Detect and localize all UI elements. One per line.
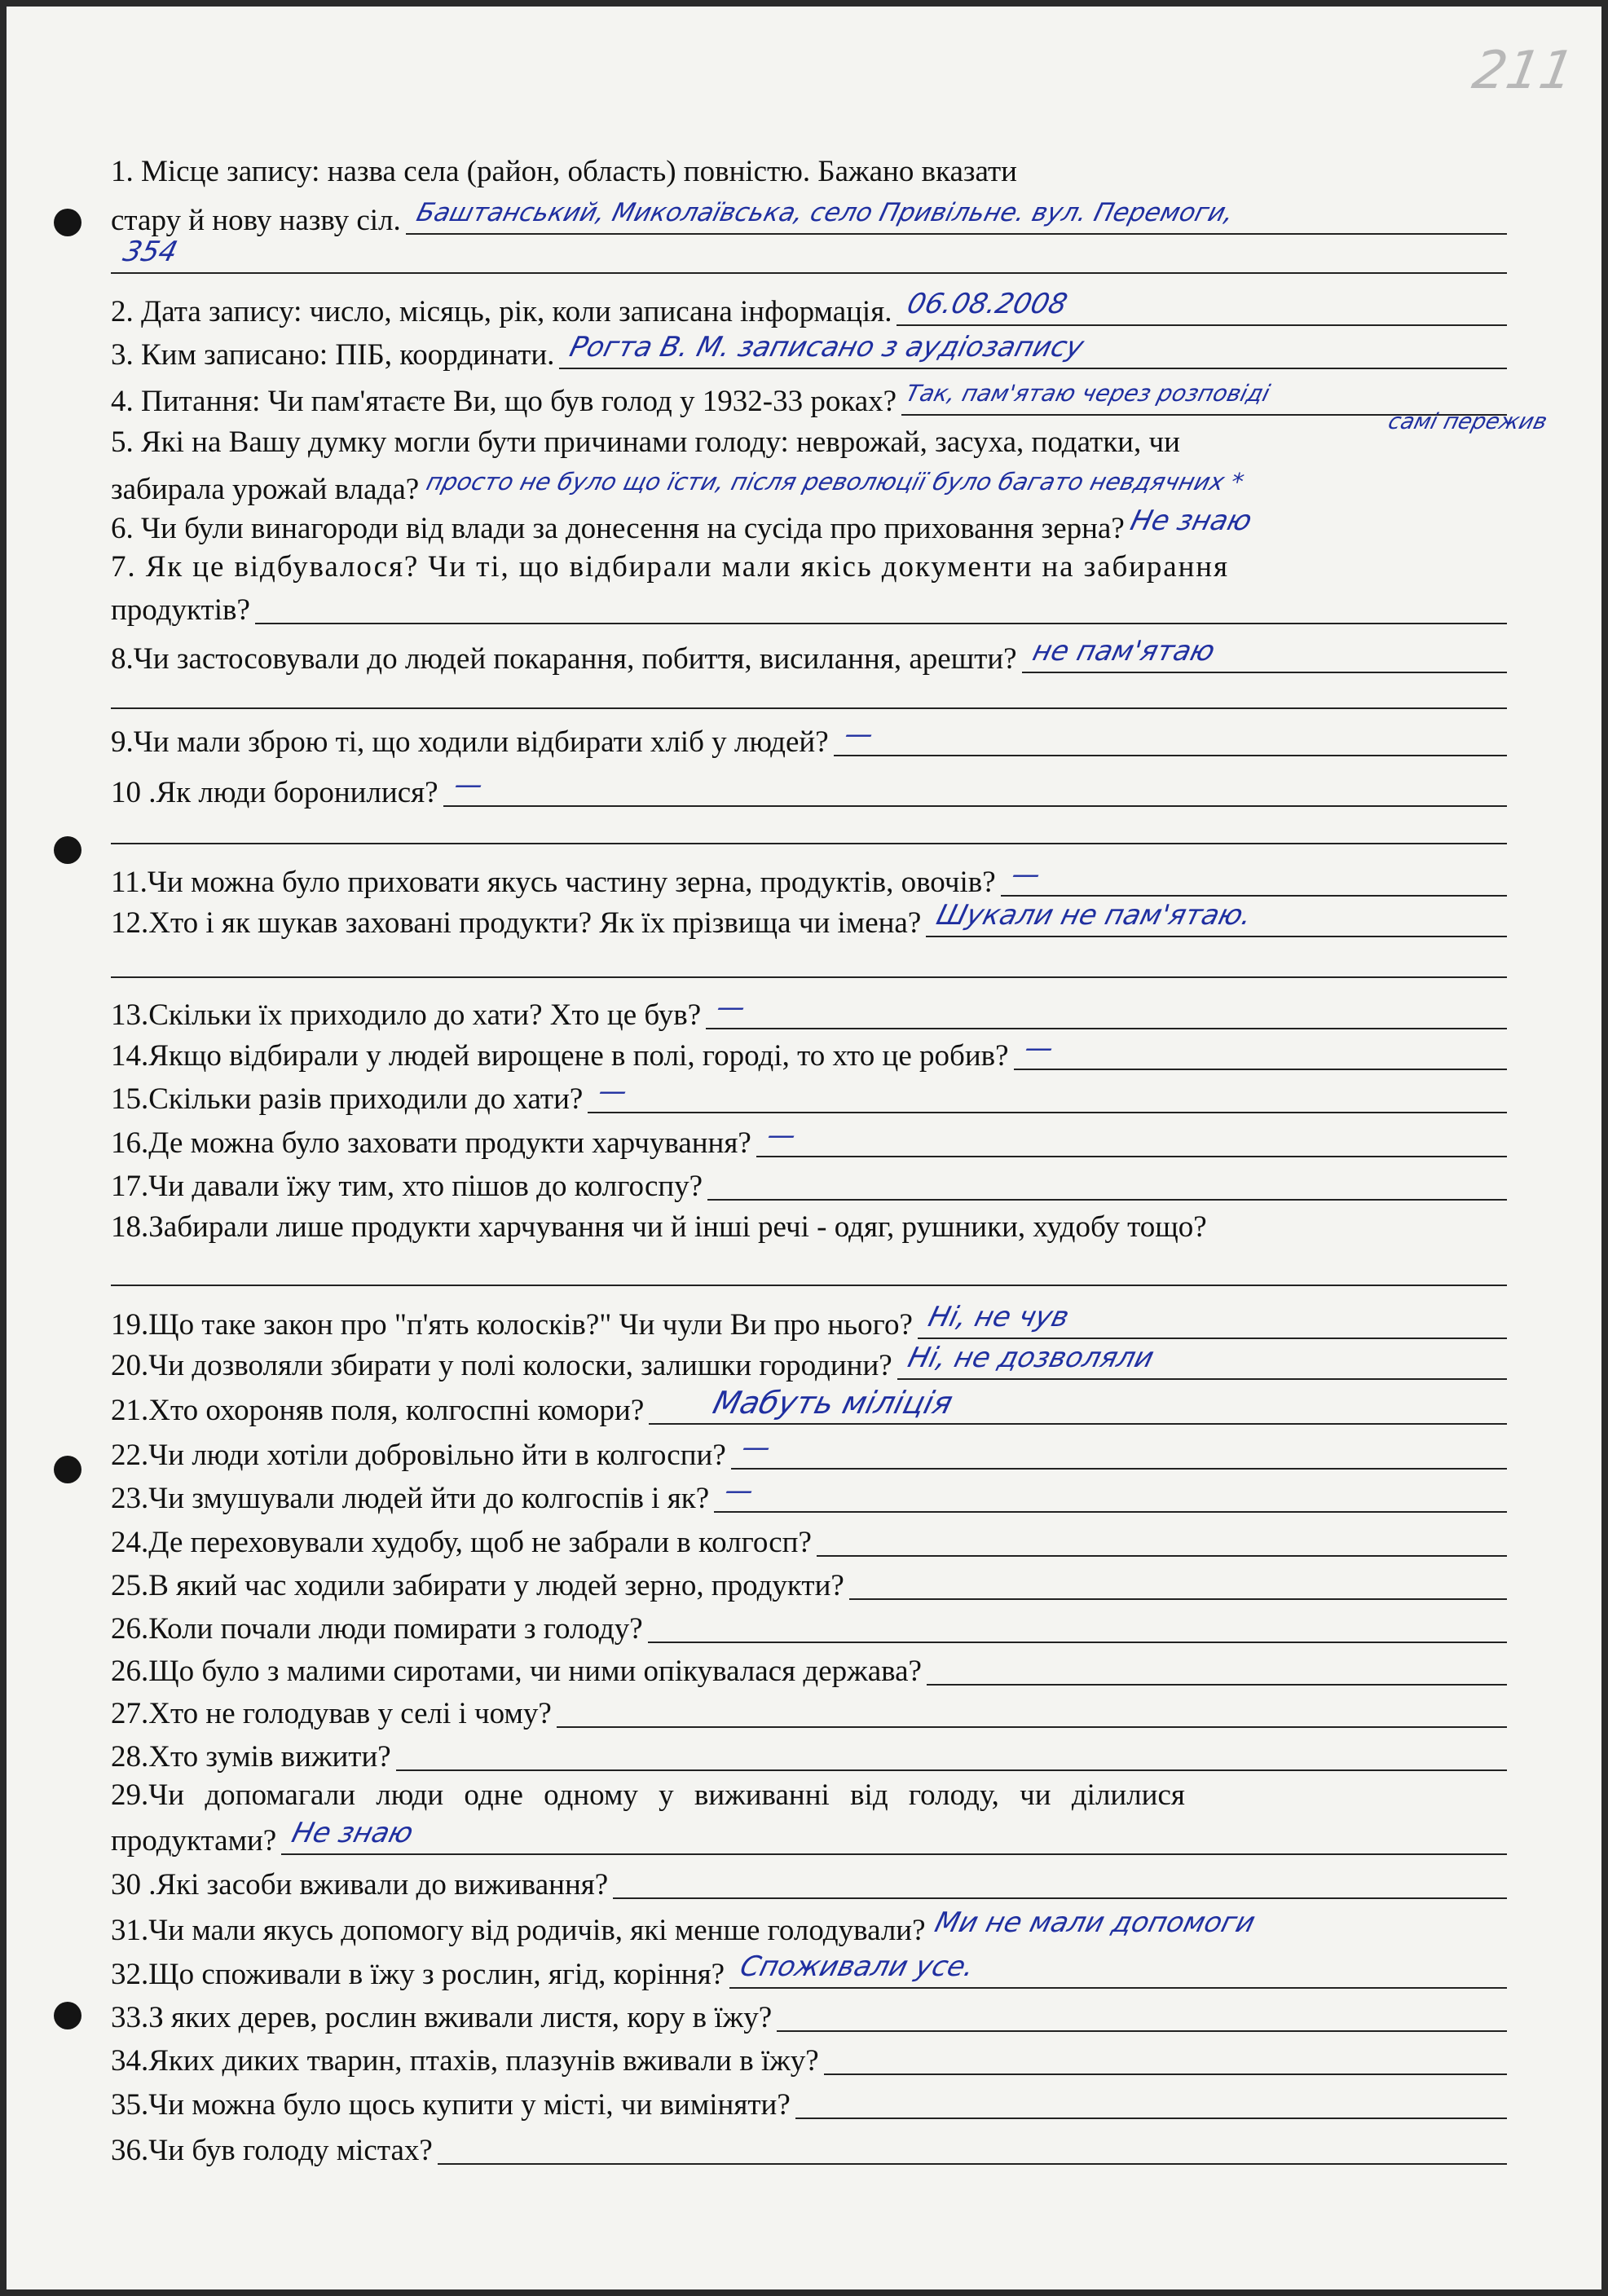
handwritten-answer: Рогта В. М. записано з аудіозапису (566, 331, 1088, 364)
answer-continuation-line[interactable] (111, 843, 1507, 844)
question-7-line1 (111, 549, 1507, 586)
question-27 (111, 1695, 1507, 1733)
question-label: 10 .Як люди боронилися? (111, 776, 438, 809)
handwritten-answer: — (1020, 1032, 1057, 1064)
question-label: 13.Скільки їх приходило до хати? Хто це був? (111, 998, 702, 1032)
question-label: 26.Коли почали люди помирати з голоду? (111, 1612, 643, 1646)
question-label: 24.Де переховували худобу, щоб не забрали в колгосп? (111, 1526, 812, 1559)
answer-field[interactable] (707, 1170, 1507, 1201)
answer-field[interactable] (1022, 635, 1507, 673)
question-label: 14.Якщо відбирали у людей вирощене в полі, городі, то хто це робив? (111, 1039, 1009, 1073)
question-label: 16.Де можна було заховати продукти харчування? (111, 1126, 751, 1160)
question-label: 31.Чи мали якусь допомогу від родичів, які менше голодували? (111, 1914, 926, 1947)
question-label: 3. Ким записано: ПІБ, координати. (111, 338, 555, 372)
question-label: 21.Хто охороняв поля, колгоспні комори? (111, 1394, 645, 1427)
question-34 (111, 2043, 1507, 2080)
answer-field[interactable] (255, 593, 1507, 624)
handwritten-answer: Не знаю (1126, 505, 1255, 537)
answer-field[interactable] (756, 1119, 1507, 1157)
answer-field[interactable] (423, 468, 1507, 504)
question-6 (111, 505, 1507, 548)
question-7-line2 (111, 592, 1507, 629)
answer-field[interactable] (927, 1655, 1507, 1686)
question-label: 22.Чи люди хотіли добровільно йти в колгоспи? (111, 1439, 726, 1472)
handwritten-answer: — (721, 1474, 758, 1507)
handwritten-answer: Ми не мали допомоги (931, 1906, 1258, 1939)
question-26b (111, 1653, 1507, 1690)
question-label: стару й нову назву сіл. (111, 204, 401, 237)
question-28 (111, 1739, 1507, 1776)
question-29-line2 (111, 1817, 1507, 1860)
answer-field[interactable] (613, 1868, 1507, 1899)
question-label: 4. Питання: Чи пам'ятаєте Ви, що був голод у 1932-33 роках? (111, 385, 897, 418)
question-label: 6. Чи були винагороди від влади за донесення на сусіда про приховання зерна? (111, 512, 1125, 545)
answer-field[interactable] (849, 1569, 1507, 1600)
question-label: 23.Чи змушували людей йти до колгоспів і як? (111, 1482, 710, 1515)
question-label: 9.Чи мали зброю ті, що ходили відбирати хліб у людей? (111, 725, 829, 759)
answer-field[interactable] (281, 1817, 1507, 1855)
handwritten-answer: 06.08.2008 (904, 288, 1072, 320)
question-label: 18.Забирали лише продукти харчування чи й інші речі - одяг, рушники, худобу тощо? (111, 1210, 1207, 1244)
answer-field[interactable] (714, 1474, 1507, 1513)
question-30 (111, 1866, 1507, 1904)
answer-field[interactable] (406, 198, 1507, 235)
answer-field[interactable] (926, 899, 1507, 937)
question-16 (111, 1119, 1507, 1162)
question-label: 7. Як це відбувалося? Чи ті, що відбирали мали якісь документи на забирання (111, 550, 1229, 584)
punch-hole (54, 836, 82, 864)
punch-hole (54, 209, 82, 236)
question-label: продуктами? (111, 1824, 277, 1858)
question-11 (111, 858, 1507, 901)
answer-field[interactable] (918, 1301, 1507, 1339)
question-5-line2 (111, 468, 1507, 509)
question-19 (111, 1301, 1507, 1344)
handwritten-answer: 354 (120, 236, 181, 268)
question-label: 5. Які на Вашу думку могли бути причинами голоду: неврожай, засуха, податки, чи (111, 425, 1180, 459)
answer-field[interactable] (111, 236, 1507, 274)
punch-hole (54, 2002, 82, 2029)
handwritten-answer: Шукали не пам'ятаю. (933, 899, 1256, 932)
answer-field[interactable] (931, 1906, 1507, 1945)
answer-field[interactable] (729, 1950, 1507, 1989)
handwritten-answer: — (1007, 858, 1044, 891)
question-3 (111, 331, 1507, 374)
question-1-line3 (111, 236, 1507, 279)
answer-field[interactable] (795, 2088, 1507, 2119)
handwritten-answer: — (713, 991, 750, 1024)
answer-field[interactable] (1126, 505, 1507, 543)
question-4 (111, 380, 1507, 421)
question-21 (111, 1385, 1507, 1430)
answer-field[interactable] (559, 331, 1507, 369)
handwritten-answer: самі пережив (1386, 409, 1550, 434)
question-label: 27.Хто не голодував у селі і чому? (111, 1697, 552, 1730)
handwritten-answer: Баштанський, Миколаївська, село Привільне. вул. Перемоги, (413, 198, 1237, 227)
answer-field[interactable] (1014, 1032, 1507, 1070)
question-23 (111, 1474, 1507, 1518)
answer-continuation-line[interactable] (111, 707, 1507, 709)
question-17 (111, 1168, 1507, 1205)
question-label: 19.Що таке закон про "п'ять колосків?" Чи чули Ви про нього? (111, 1308, 913, 1342)
answer-field[interactable] (706, 991, 1507, 1029)
question-label: 11.Чи можна було приховати якусь частину зерна, продуктів, овочів? (111, 866, 996, 899)
question-label: 8.Чи застосовували до людей покарання, побиття, висилання, арешти? (111, 642, 1017, 676)
answer-field[interactable] (396, 1740, 1507, 1771)
question-5-line1 (111, 424, 1507, 461)
handwritten-answer: Ні, не чув (924, 1301, 1073, 1333)
handwritten-answer: не пам'ятаю (1029, 635, 1218, 668)
questionnaire-page (7, 7, 1601, 2289)
question-10 (111, 769, 1507, 812)
question-label: 25.В який час ходили забирати у людей зерно, продукти? (111, 1569, 844, 1602)
question-label: 15.Скільки разів приходили до хати? (111, 1082, 584, 1116)
handwritten-answer: Ні, не дозволяли (904, 1342, 1157, 1374)
question-18 (111, 1209, 1507, 1246)
question-label: 33.З яких дерев, рослин вживали листя, кору в їжу? (111, 2001, 773, 2034)
answer-field[interactable] (443, 769, 1507, 807)
answer-field[interactable] (438, 2134, 1507, 2165)
question-32 (111, 1950, 1507, 1994)
question-33 (111, 1999, 1507, 2037)
question-label: 32.Що споживали в їжу з рослин, ягід, коріння? (111, 1958, 725, 1991)
question-label: 12.Хто і як шукав заховані продукти? Як їх прізвища чи імена? (111, 906, 922, 940)
question-label: продуктів? (111, 593, 250, 627)
question-14 (111, 1032, 1507, 1075)
answer-field[interactable] (588, 1075, 1507, 1113)
answer-field[interactable] (834, 718, 1507, 756)
handwritten-answer: — (595, 1075, 632, 1108)
answer-field[interactable] (897, 1342, 1507, 1380)
question-25 (111, 1567, 1507, 1605)
punch-hole (54, 1456, 82, 1483)
question-2 (111, 288, 1507, 331)
handwritten-answer: — (840, 718, 877, 751)
answer-field[interactable] (557, 1697, 1507, 1728)
question-label: 20.Чи дозволяли збирати у полі колоски, залишки городини? (111, 1349, 892, 1382)
answer-field[interactable] (777, 2001, 1507, 2032)
question-1-line1 (111, 153, 1507, 191)
question-label: 35.Чи можна було щось купити у місті, чи виміняти? (111, 2088, 791, 2122)
handwritten-answer: — (738, 1431, 774, 1464)
answer-field[interactable] (648, 1612, 1507, 1643)
handwritten-answer: Мабуть міліція (709, 1385, 957, 1421)
handwritten-answer: Не знаю (289, 1817, 417, 1849)
question-label: 17.Чи давали їжу тим, хто пішов до колгоспу? (111, 1170, 703, 1203)
question-12 (111, 899, 1507, 942)
question-36 (111, 2132, 1507, 2170)
question-26a (111, 1611, 1507, 1648)
answer-continuation-line[interactable] (111, 976, 1507, 978)
question-35 (111, 2087, 1507, 2124)
answer-field[interactable] (897, 288, 1507, 326)
question-label: 28.Хто зумів вижити? (111, 1740, 391, 1774)
question-label: 2. Дата запису: число, місяць, рік, коли записана інформація. (111, 295, 892, 328)
question-8 (111, 635, 1507, 678)
question-label: 1. Місце запису: назва села (район, область) повністю. Бажано вказати (111, 155, 1017, 188)
answer-field[interactable] (731, 1431, 1507, 1470)
question-label: 30 .Які засоби вживали до виживання? (111, 1868, 609, 1902)
question-13 (111, 991, 1507, 1034)
answer-field[interactable] (649, 1385, 1507, 1425)
question-1-line2 (111, 198, 1507, 240)
question-label: 26.Що було з малими сиротами, чи ними опікувалася держава? (111, 1655, 922, 1688)
answer-field[interactable] (1001, 858, 1507, 897)
handwritten-answer: — (763, 1119, 800, 1152)
question-label: 29.Чи допомагали люди одне одному у виживанні від голоду, чи ділилися (111, 1778, 1185, 1812)
question-29-line1 (111, 1777, 1507, 1814)
question-label: 36.Чи був голоду містах? (111, 2134, 433, 2167)
page-number-stamp: 211 (1468, 41, 1579, 101)
question-label: 34.Яких диких тварин, птахів, плазунів вживали в їжу? (111, 2044, 819, 2078)
answer-field[interactable] (824, 2044, 1507, 2075)
handwritten-answer: просто не було що їсти, після революції було багато невдячних * (423, 468, 1247, 496)
question-31 (111, 1906, 1507, 1950)
answer-field[interactable] (817, 1526, 1507, 1557)
question-22 (111, 1431, 1507, 1474)
question-9 (111, 718, 1507, 761)
answer-continuation-line[interactable] (111, 1285, 1507, 1286)
question-20 (111, 1342, 1507, 1385)
question-15 (111, 1075, 1507, 1118)
question-24 (111, 1524, 1507, 1562)
handwritten-answer: Так, пам'ятаю через розповіді (903, 380, 1273, 407)
handwritten-answer: — (450, 769, 487, 801)
handwritten-answer: Споживали усе. (737, 1950, 978, 1983)
question-label: забирала урожай влада? (111, 473, 420, 506)
